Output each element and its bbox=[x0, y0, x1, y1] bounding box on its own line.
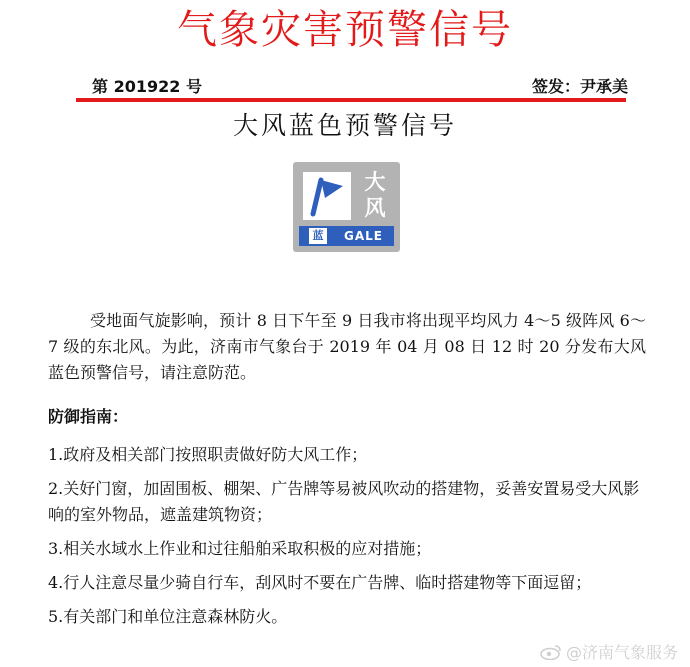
badge-char-bottom: 风 bbox=[364, 196, 386, 220]
guide-item: 3.相关水域水上作业和过往船舶采取积极的应对措施； bbox=[48, 539, 432, 558]
guide-item: 1.政府及相关部门按照职责做好防大风工作； bbox=[48, 445, 368, 464]
guide-item: 4.行人注意尽量少骑自行车，刮风时不要在广告牌、临时搭建物等下面逗留； bbox=[48, 573, 592, 592]
warning-body-paragraph: 受地面气旋影响，预计 8 日下午至 9 日我市将出现平均风力 4～5 级阵风 6～7 级的东北风。为此，济南市气象台于 2019 年 04 月 08 日 12 时 20 分发布大风蓝色预警信号，请注意防范。 bbox=[48, 311, 646, 382]
weibo-icon bbox=[540, 644, 562, 660]
badge-code: GALE bbox=[344, 229, 383, 243]
badge-char-top: 大 bbox=[364, 170, 386, 194]
badge-level-char: 蓝 bbox=[309, 228, 327, 244]
issuer-signature: 签发：尹承美 bbox=[531, 77, 628, 96]
header-divider bbox=[76, 98, 626, 102]
guide-heading: 防御指南： bbox=[48, 407, 129, 426]
guide-item: 5.有关部门和单位注意森林防火。 bbox=[48, 607, 288, 626]
badge-level-bar bbox=[299, 226, 394, 246]
wind-flag-icon bbox=[303, 172, 351, 220]
guide-item: 2.关好门窗，加固围板、棚架、广告牌等易被风吹动的搭建物，妥善安置易受大风影响的室外物品，遮盖建筑物资； bbox=[48, 479, 640, 524]
guide-list bbox=[48, 442, 648, 638]
gale-blue-warning-badge bbox=[293, 162, 400, 252]
watermark-text: @济南气象服务 bbox=[565, 643, 678, 662]
issue-number: 第 201922 号 bbox=[92, 77, 202, 96]
weibo-watermark bbox=[540, 640, 678, 663]
warning-title: 大风蓝色预警信号 bbox=[232, 111, 457, 140]
document-header-title: 气象灾害预警信号 bbox=[177, 7, 513, 53]
